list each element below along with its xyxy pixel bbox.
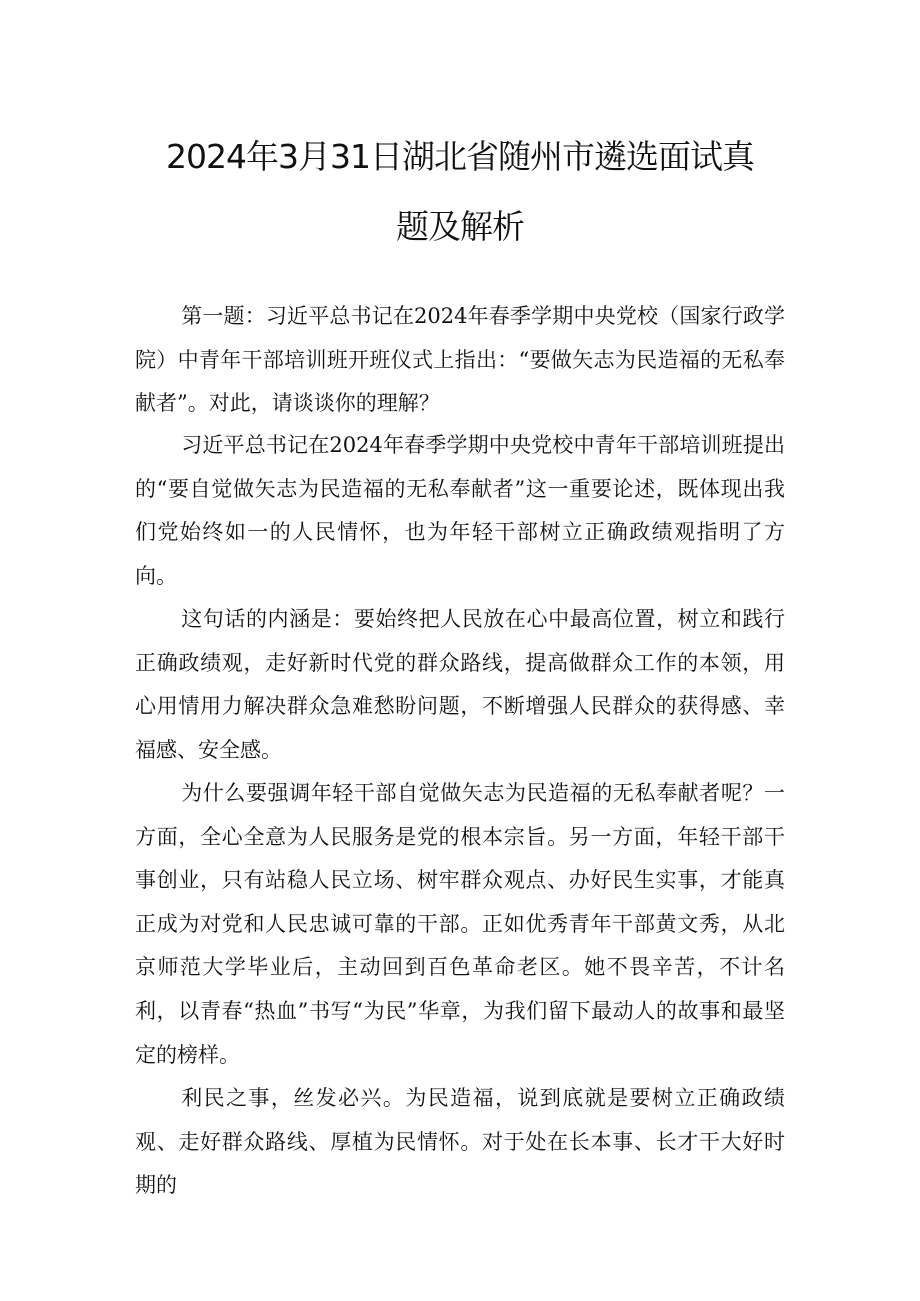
document-title-line-2: 题及解析 — [396, 207, 524, 246]
paragraph-conclusion: 利民之事，丝发必兴。为民造福，说到底就是要树立正确政绩观、走好群众路线、厚植为民情怀。对于处在长本事、长才干大好时期的 — [135, 1086, 785, 1198]
document-title-line-1: 2024年3月31日湖北省随州市遴选面试真 — [166, 137, 754, 176]
paragraph-meaning: 这句话的内涵是：要始终把人民放在心中最高位置，树立和践行正确政绩观，走好新时代党的群众路线，提高做群众工作的本领，用心用情用力解决群众急难愁盼问题，不断增强人民群众的获得感、幸福感、安全感。 — [135, 607, 785, 762]
paragraph-intro: 习近平总书记在2024年春季学期中央党校中青年干部培训班提出的“要自觉做矢志为民造福的无私奉献者”这一重要论述，既体现出我们党始终如一的人民情怀，也为年轻干部树立正确政绩观指明了方向。 — [135, 433, 785, 588]
paragraph-question: 第一题：习近平总书记在2024年春季学期中央党校（国家行政学院）中青年干部培训班开班仪式上指出：“要做矢志为民造福的无私奉献者”。对此，请谈谈你的理解？ — [135, 304, 785, 416]
paragraph-why: 为什么要强调年轻干部自觉做矢志为民造福的无私奉献者呢？一方面，全心全意为人民服务是党的根本宗旨。另一方面，年轻干部干事创业，只有站稳人民立场、树牢群众观点、办好民生实事，才能真正成为对党和人民忠诚可靠的干部。正如优秀青年干部黄文秀，从北京师范大学毕业后，主动回到百色革命老区。她不畏辛苦，不计名利，以青春“热血”书写“为民”华章，为我们留下最动人的故事和最坚定的榜样。 — [135, 781, 785, 1067]
